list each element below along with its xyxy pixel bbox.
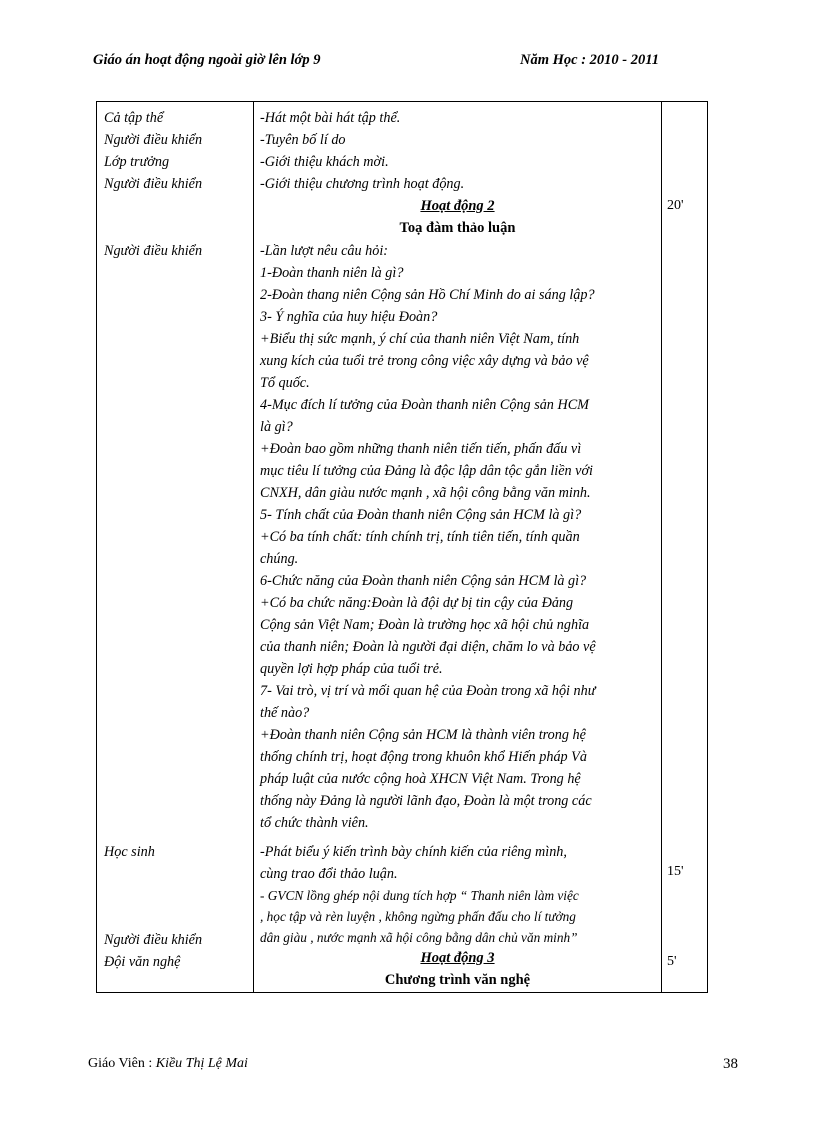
activity-2-title: Hoạt động 2 bbox=[420, 198, 495, 214]
activity-3-subtitle: Chương trình văn nghệ bbox=[384, 972, 531, 988]
lesson-table bbox=[96, 101, 708, 993]
role-label: Đội văn nghệ bbox=[104, 954, 181, 970]
content-line: chúng. bbox=[260, 551, 299, 567]
content-line: của thanh niên; Đoàn là người đại diện, chăm lo và bảo vệ bbox=[260, 639, 596, 655]
content-line: +Có ba tính chất: tính chính trị, tính tiên tiến, tính quần bbox=[260, 529, 580, 545]
role-label: Người điều khiển bbox=[104, 132, 203, 148]
content-line: Tổ quốc. bbox=[260, 375, 310, 391]
content-line: - GVCN lồng ghép nội dung tích hợp “ Thanh niên làm việc bbox=[260, 888, 579, 903]
role-label: Cả tập thể bbox=[104, 110, 164, 126]
content-line: -Giới thiệu chương trình hoạt động. bbox=[260, 176, 465, 192]
content-line: thống này Đảng là người lãnh đạo, Đoàn là một trong các bbox=[260, 793, 592, 809]
content-line: pháp luật của nước cộng hoà XHCN Việt Nam. Trong hệ bbox=[260, 771, 581, 787]
content-line: thống chính trị, hoạt động trong khuôn khổ Hiến pháp Và bbox=[260, 749, 587, 765]
footer-label: Giáo Viên : bbox=[88, 1056, 156, 1071]
role-label: Người điều khiển bbox=[104, 176, 203, 192]
content-line: -Giới thiệu khách mời. bbox=[260, 154, 389, 170]
time-allocation: 15' bbox=[667, 864, 684, 879]
content-line: 4-Mục đích lí tưởng của Đoàn thanh niên Cộng sản HCM bbox=[260, 397, 589, 413]
content-line: dân giàu , nước mạnh xã hội công bằng dân chủ văn minh” bbox=[260, 930, 578, 945]
content-line: +Đoàn thanh niên Cộng sản HCM là thành viên trong hệ bbox=[260, 727, 586, 743]
content-line: quyền lợi hợp pháp của tuổi trẻ. bbox=[260, 661, 443, 677]
content-line: 5- Tính chất của Đoàn thanh niên Cộng sản HCM là gì? bbox=[260, 507, 582, 523]
time-allocation: 20' bbox=[667, 198, 684, 213]
content-line: xung kích của tuổi trẻ trong công việc xây dựng và bảo vệ bbox=[260, 353, 589, 369]
content-line: CNXH, dân giàu nước mạnh , xã hội công bằng văn minh. bbox=[260, 485, 591, 501]
header-title: Giáo án hoạt động ngoài giờ lên lớp 9 bbox=[93, 52, 321, 68]
role-label: Người điều khiển bbox=[104, 243, 203, 259]
content-line: -Tuyên bố lí do bbox=[260, 132, 346, 148]
content-line: 3- Ý nghĩa của huy hiệu Đoàn? bbox=[260, 309, 438, 325]
content-line: là gì? bbox=[260, 419, 293, 435]
content-line: 6-Chức năng của Đoàn thanh niên Cộng sản HCM là gì? bbox=[260, 573, 587, 589]
activity-2-subtitle: Toạ đàm thảo luận bbox=[399, 220, 516, 236]
content-line: +Đoàn bao gồm những thanh niên tiến tiến, phấn đấu vì bbox=[260, 441, 582, 457]
header-school-year: Năm Học : 2010 - 2011 bbox=[520, 52, 659, 68]
content-line: mục tiêu lí tưởng của Đảng là độc lập dân tộc gắn liền với bbox=[260, 463, 593, 479]
column-divider bbox=[661, 102, 662, 992]
activity-3-title: Hoạt động 3 bbox=[420, 950, 495, 966]
content-line: Cộng sản Việt Nam; Đoàn là trường học xã hội chủ nghĩa bbox=[260, 617, 590, 633]
role-label: Người điều khiển bbox=[104, 932, 203, 948]
content-line: cùng trao đổi thảo luận. bbox=[260, 866, 398, 882]
content-line: thế nào? bbox=[260, 705, 310, 721]
teacher-name: Kiều Thị Lệ Mai bbox=[155, 1056, 248, 1071]
content-line: 1-Đoàn thanh niên là gì? bbox=[260, 265, 404, 281]
time-allocation: 5' bbox=[667, 954, 677, 969]
content-line: 2-Đoàn thang niên Cộng sản Hồ Chí Minh do ai sáng lập? bbox=[260, 287, 595, 303]
content-line: tổ chức thành viên. bbox=[260, 815, 369, 831]
content-line: -Hát một bài hát tập thể. bbox=[260, 110, 401, 126]
content-line: +Có ba chức năng:Đoàn là đội dự bị tin cậy của Đảng bbox=[260, 595, 574, 611]
role-label: Học sinh bbox=[104, 844, 155, 860]
page-number: 38 bbox=[723, 1056, 738, 1072]
role-label: Lớp trưởng bbox=[104, 154, 170, 170]
content-line: -Phát biểu ý kiến trình bày chính kiến của riêng mình, bbox=[260, 844, 567, 860]
content-line: -Lần lượt nêu câu hỏi: bbox=[260, 243, 389, 259]
content-line: , học tập và rèn luyện , không ngừng phấn đấu cho lí tưởng bbox=[260, 909, 576, 924]
footer-teacher bbox=[88, 1056, 248, 1072]
content-line: 7- Vai trò, vị trí và mối quan hệ của Đoàn trong xã hội như bbox=[260, 683, 596, 699]
content-line: +Biểu thị sức mạnh, ý chí của thanh niên Việt Nam, tính bbox=[260, 331, 580, 347]
